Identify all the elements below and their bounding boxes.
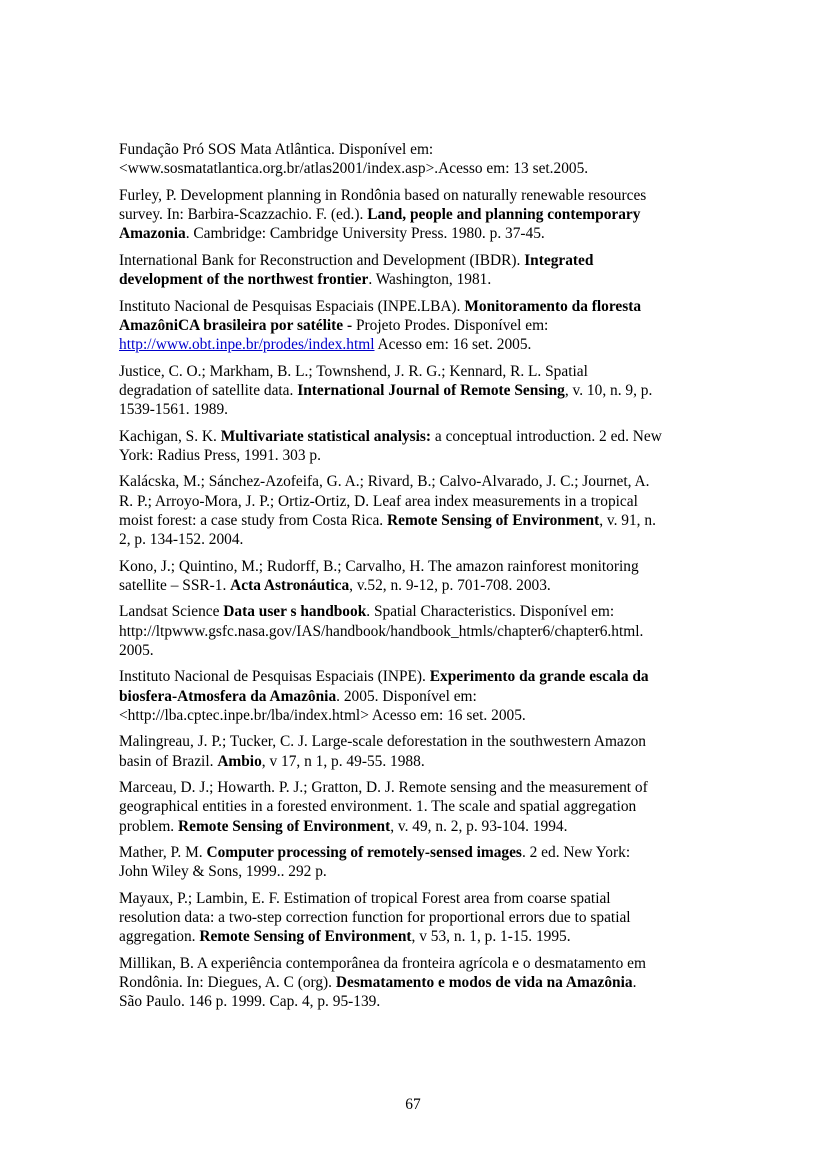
reference-line — [119, 752, 709, 771]
reference-text: , v 17, n 1, p. 49-55. 1988. — [261, 752, 425, 770]
reference-entry — [119, 427, 709, 465]
reference-line — [119, 381, 709, 400]
reference-entry — [119, 889, 709, 947]
reference-line — [119, 297, 709, 316]
reference-title: Data user s handbook — [223, 603, 367, 621]
reference-text: , v 53, n. 1, p. 1-15. 1995. — [411, 928, 571, 946]
reference-text: Mather, P. M. — [119, 844, 207, 862]
reference-text: geographical entities in a forested environment. 1. The scale and spatial aggregation — [119, 798, 637, 816]
reference-line — [119, 992, 709, 1011]
reference-text: Fundação Pró SOS Mata Atlântica. Disponível em: — [119, 141, 434, 158]
reference-text: 2, p. 134-152. 2004. — [119, 531, 244, 548]
reference-line — [119, 335, 709, 354]
reference-entry — [119, 778, 709, 836]
reference-text: resolution data: a two-step correction function for proportional errors due to spatial — [119, 909, 631, 927]
reference-line — [119, 927, 709, 946]
reference-text: . 2 ed. New York: — [521, 844, 631, 862]
reference-text: degradation of satellite data. — [119, 381, 298, 399]
reference-line — [119, 224, 709, 243]
reference-entry — [119, 557, 709, 595]
reference-entry — [119, 732, 709, 770]
reference-title: development of the northwest frontier — [119, 271, 369, 288]
reference-line — [119, 641, 709, 660]
reference-text: problem. — [119, 817, 178, 835]
reference-line — [119, 511, 709, 530]
reference-title: Experimento da grande escala da — [429, 668, 649, 686]
reference-line — [119, 492, 709, 511]
reference-line — [119, 908, 709, 927]
reference-text: moist forest: a case study from Costa Rica. — [119, 511, 387, 529]
reference-link[interactable]: http://www.obt.inpe.br/prodes/index.html — [119, 336, 375, 353]
reference-line — [119, 602, 709, 621]
reference-text: Landsat Science — [119, 603, 224, 621]
reference-text: Kachigan, S. K. — [119, 427, 221, 445]
reference-line — [119, 251, 709, 270]
reference-line — [119, 576, 709, 595]
reference-text: R. P.; Arroyo-Mora, J. P.; Ortiz-Ortiz, D. Leaf area index measurements in a tropical — [119, 492, 638, 510]
reference-text: Mayaux, P.; Lambin, E. F. Estimation of tropical Forest area from coarse spatial — [119, 889, 611, 907]
reference-text: Kalácska, M.; Sánchez-Azofeifa, G. A.; Rivard, B.; Calvo-Alvarado, J. C.; Journet, A. — [119, 473, 650, 491]
reference-text: , v. 49, n. 2, p. 93-104. 1994. — [390, 817, 568, 835]
reference-line — [119, 667, 709, 686]
reference-text: 2005. — [119, 641, 154, 659]
reference-title: AmazôniCA brasileira por satélite - — [119, 316, 356, 334]
reference-entry — [119, 843, 709, 881]
reference-title: Ambio — [217, 752, 262, 770]
reference-line — [119, 270, 709, 289]
reference-entry — [119, 362, 709, 420]
reference-title: Remote Sensing of Environment — [199, 928, 412, 946]
reference-line — [119, 530, 709, 549]
reference-line — [119, 557, 709, 576]
reference-entry — [119, 602, 709, 660]
reference-title: Amazonia — [119, 225, 186, 243]
reference-line — [119, 843, 709, 862]
reference-title: Multivariate statistical analysis: — [220, 427, 432, 445]
reference-line — [119, 472, 709, 491]
reference-entry — [119, 140, 709, 178]
reference-text: Projeto Prodes. Disponível em: — [355, 316, 549, 334]
reference-text: , v. 10, n. 9, p. — [564, 381, 653, 399]
reference-text: Rondônia. In: Diegues, A. C (org). — [119, 974, 336, 992]
reference-title: Remote Sensing of Environment — [387, 511, 600, 529]
reference-text: Acesso em: 16 set. 2005. — [374, 336, 532, 353]
reference-text: . — [632, 974, 637, 992]
reference-text: . 2005. Disponível em: — [336, 687, 477, 705]
reference-line — [119, 862, 709, 881]
reference-text: São Paulo. 146 p. 1999. Cap. 4, p. 95-139. — [119, 993, 381, 1011]
reference-text: Kono, J.; Quintino, M.; Rudorff, B.; Carvalho, H. The amazon rainforest monitoring — [119, 557, 639, 575]
reference-text: York: Radius Press, 1991. 303 p. — [119, 446, 321, 464]
page-number: 67 — [405, 1096, 421, 1113]
reference-text: . Washington, 1981. — [368, 271, 492, 288]
reference-text: , v.52, n. 9-12, p. 701-708. 2003. — [349, 576, 551, 594]
reference-text: a conceptual introduction. 2 ed. New — [431, 427, 662, 445]
reference-line — [119, 446, 709, 465]
reference-line — [119, 205, 709, 224]
reference-title: International Journal of Remote Sensing — [297, 381, 565, 399]
reference-text: Instituto Nacional de Pesquisas Espaciais (INPE). — [119, 668, 430, 686]
reference-text: International Bank for Reconstruction and Development (IBDR). — [119, 251, 525, 269]
reference-entry — [119, 297, 709, 355]
reference-line — [119, 427, 709, 446]
reference-line — [119, 778, 709, 797]
reference-line — [119, 973, 709, 992]
reference-line — [119, 687, 709, 706]
reference-line — [119, 316, 709, 335]
reference-line — [119, 797, 709, 816]
reference-entry — [119, 954, 709, 1012]
reference-text: aggregation. — [119, 928, 200, 946]
reference-line — [119, 622, 709, 641]
reference-list — [119, 140, 709, 1012]
reference-text: satellite – SSR-1. — [119, 576, 231, 594]
reference-entry — [119, 472, 709, 549]
reference-title: Land, people and planning contemporary — [367, 206, 641, 223]
reference-line — [119, 140, 709, 159]
reference-entry — [119, 251, 709, 289]
reference-text: . Cambridge: Cambridge University Press. 1980. p. 37-45. — [185, 225, 545, 243]
reference-text: . Spatial Characteristics. Disponível em: — [366, 603, 615, 621]
reference-text: <www.sosmatatlantica.org.br/atlas2001/index.asp>.Acesso em: 13 set.2005. — [119, 160, 589, 178]
reference-line — [119, 159, 709, 178]
reference-text: Justice, C. O.; Markham, B. L.; Townshend, J. R. G.; Kennard, R. L. Spatial — [119, 362, 588, 380]
reference-entry — [119, 667, 709, 725]
reference-line — [119, 362, 709, 381]
reference-text: http://ltpwww.gsfc.nasa.gov/IAS/handbook/handbook_htmls/chapter6/chapter6.html. — [119, 622, 644, 640]
reference-line — [119, 186, 709, 205]
reference-text: Marceau, D. J.; Howarth. P. J.; Gratton, D. J. Remote sensing and the measurement of — [119, 779, 648, 797]
reference-text: survey. In: Barbira-Scazzachio. F. (ed.). — [119, 206, 368, 223]
reference-text: Furley, P. Development planning in Rondônia based on naturally renewable resources — [119, 186, 647, 204]
reference-text: Instituto Nacional de Pesquisas Espaciais (INPE.LBA). — [119, 297, 465, 315]
reference-text: , v. 91, n. — [599, 511, 656, 529]
reference-line — [119, 400, 709, 419]
reference-text: <http://lba.cptec.inpe.br/lba/index.html> Acesso em: 16 set. 2005. — [119, 706, 526, 724]
reference-text: Millikan, B. A experiência contemporânea da fronteira agrícola e o desmatamento em — [119, 954, 646, 972]
reference-text: 1539-1561. 1989. — [119, 401, 229, 418]
reference-line — [119, 732, 709, 751]
reference-line — [119, 706, 709, 725]
reference-text: John Wiley & Sons, 1999.. 292 p. — [119, 863, 327, 881]
reference-title: Monitoramento da floresta — [464, 297, 642, 315]
reference-entry — [119, 186, 709, 244]
reference-title: Acta Astronáutica — [230, 576, 350, 594]
reference-line — [119, 817, 709, 836]
reference-text: basin of Brazil. — [119, 752, 218, 770]
reference-line — [119, 954, 709, 973]
reference-title: biosfera-Atmosfera da Amazônia — [119, 687, 337, 705]
reference-line — [119, 889, 709, 908]
reference-title: Computer processing of remotely-sensed images — [206, 844, 522, 862]
reference-title: Integrated — [524, 251, 594, 269]
reference-text: Malingreau, J. P.; Tucker, C. J. Large-scale deforestation in the southwestern Amazon — [119, 733, 646, 751]
reference-title: Remote Sensing of Environment — [178, 817, 391, 835]
reference-title: Desmatamento e modos de vida na Amazônia — [335, 974, 633, 992]
